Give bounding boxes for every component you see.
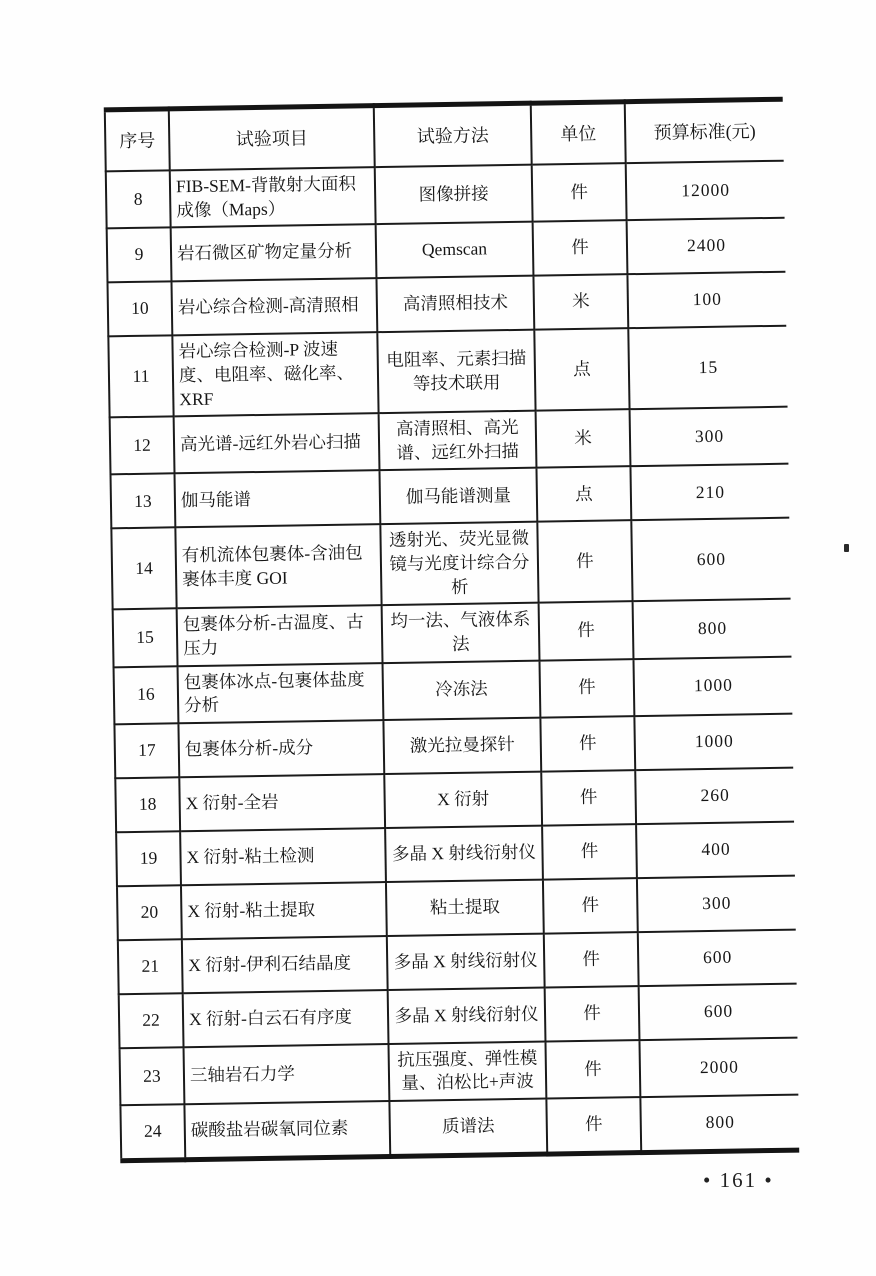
cell-budget: 210 xyxy=(630,464,789,520)
cell-test-item: 岩心综合检测-高清照相 xyxy=(171,278,377,335)
cell-unit: 点 xyxy=(534,328,629,410)
cell-test-method: 抗压强度、弹性模量、泊松比+声波 xyxy=(388,1041,546,1101)
table-row xyxy=(120,1095,799,1161)
cell-test-method: 冷冻法 xyxy=(383,660,541,720)
cell-serial-number: 14 xyxy=(111,528,176,610)
cell-budget: 300 xyxy=(630,407,789,467)
cell-unit: 件 xyxy=(545,1040,640,1099)
cell-serial-number: 15 xyxy=(113,609,178,667)
table-row xyxy=(111,518,790,610)
table-row xyxy=(108,326,787,418)
cell-unit: 件 xyxy=(539,659,634,718)
table-row xyxy=(114,656,793,724)
header-test-method: 试验方法 xyxy=(374,103,532,167)
cell-serial-number: 13 xyxy=(111,474,176,529)
cell-test-method: 图像拼接 xyxy=(375,165,533,225)
cell-budget: 1000 xyxy=(633,656,792,716)
cell-unit: 件 xyxy=(541,770,636,825)
cell-test-item: X 衍射-白云石有序度 xyxy=(183,990,389,1047)
cell-serial-number: 20 xyxy=(117,885,182,940)
cell-serial-number: 11 xyxy=(108,336,173,418)
table-row xyxy=(113,599,792,667)
table-row xyxy=(120,1037,799,1105)
cell-test-item: 高光谱-远红外岩心扫描 xyxy=(174,413,380,473)
header-unit: 单位 xyxy=(531,102,626,165)
cell-serial-number: 12 xyxy=(110,416,175,474)
cell-serial-number: 16 xyxy=(114,666,179,724)
cell-budget: 600 xyxy=(639,983,798,1039)
cell-test-item: X 衍射-伊利石结晶度 xyxy=(182,936,388,993)
cell-unit: 件 xyxy=(543,878,638,933)
cell-unit: 件 xyxy=(544,932,639,987)
cell-budget: 260 xyxy=(635,767,794,823)
cell-budget: 600 xyxy=(638,929,797,985)
cell-budget: 600 xyxy=(631,518,790,601)
cell-serial-number: 21 xyxy=(118,939,183,994)
cell-test-method: 质谱法 xyxy=(389,1099,547,1157)
cell-budget: 12000 xyxy=(626,161,785,221)
cell-test-method: X 衍射 xyxy=(384,771,542,827)
cell-budget: 300 xyxy=(637,875,796,931)
cell-serial-number: 23 xyxy=(120,1047,185,1105)
cell-test-method: 高清照相、高光谱、远红外扫描 xyxy=(379,411,537,471)
cell-serial-number: 19 xyxy=(116,831,181,886)
cell-unit: 米 xyxy=(533,274,628,329)
cell-test-method: 多晶 X 射线衍射仪 xyxy=(385,825,543,881)
table-row xyxy=(106,161,785,229)
cell-budget: 400 xyxy=(636,821,795,877)
budget-table xyxy=(104,97,800,1164)
cell-test-item: 包裹体冰点-包裹体盐度分析 xyxy=(178,663,384,723)
cell-test-item: X 衍射-粘土检测 xyxy=(180,828,386,885)
cell-test-method: 电阻率、元素扫描等技术联用 xyxy=(377,330,535,413)
cell-unit: 件 xyxy=(532,163,627,222)
cell-unit: 件 xyxy=(542,824,637,879)
cell-budget: 2400 xyxy=(627,218,786,274)
cell-unit: 件 xyxy=(540,716,635,771)
page-number: • 161 • xyxy=(703,1168,774,1192)
cell-unit: 件 xyxy=(533,220,628,275)
cell-serial-number: 10 xyxy=(108,282,173,337)
cell-serial-number: 24 xyxy=(120,1104,185,1160)
cell-unit: 件 xyxy=(545,986,640,1041)
cell-budget: 1000 xyxy=(634,713,793,769)
cell-test-method: Qemscan xyxy=(376,222,534,278)
header-budget: 预算标准(元) xyxy=(625,99,784,163)
cell-test-item: 三轴岩石力学 xyxy=(184,1044,390,1104)
cell-test-item: 包裹体分析-古温度、古压力 xyxy=(177,605,383,665)
cell-test-item: 有机流体包裹体-含油包裹体丰度 GOI xyxy=(175,524,381,608)
cell-budget: 800 xyxy=(640,1095,799,1153)
cell-test-method: 激光拉曼探针 xyxy=(383,717,541,773)
cell-test-item: 岩心综合检测-P 波速度、电阻率、磁化率、XRF xyxy=(172,332,378,416)
cell-test-method: 多晶 X 射线衍射仪 xyxy=(387,933,545,989)
ink-speck xyxy=(844,544,849,552)
cell-test-method: 粘土提取 xyxy=(386,879,544,935)
cell-serial-number: 17 xyxy=(114,723,179,778)
cell-budget: 2000 xyxy=(639,1037,798,1097)
cell-budget: 15 xyxy=(628,326,787,409)
budget-table-wrap xyxy=(104,97,799,1164)
cell-unit: 点 xyxy=(536,467,631,522)
cell-test-item: 伽马能谱 xyxy=(175,470,381,527)
cell-budget: 800 xyxy=(633,599,792,659)
table-body xyxy=(106,161,799,1161)
cell-unit: 米 xyxy=(536,409,631,468)
cell-test-method: 多晶 X 射线衍射仪 xyxy=(388,987,546,1043)
cell-serial-number: 9 xyxy=(107,228,172,283)
cell-test-item: 包裹体分析-成分 xyxy=(178,720,384,777)
cell-test-item: 岩石微区矿物定量分析 xyxy=(171,224,377,281)
cell-test-item: FIB-SEM-背散射大面积成像（Maps） xyxy=(170,167,376,227)
cell-serial-number: 22 xyxy=(119,993,184,1048)
cell-serial-number: 18 xyxy=(115,777,180,832)
table-header-row xyxy=(105,99,784,171)
cell-test-method: 高清照相技术 xyxy=(376,276,534,332)
cell-test-item: 碳酸盐岩碳氧同位素 xyxy=(184,1101,390,1160)
cell-test-method: 均一法、气液体系法 xyxy=(382,603,540,663)
table-row xyxy=(110,407,789,475)
cell-budget: 100 xyxy=(627,272,786,328)
cell-test-method: 伽马能谱测量 xyxy=(379,468,537,524)
cell-test-item: X 衍射-粘土提取 xyxy=(181,882,387,939)
cell-serial-number: 8 xyxy=(106,170,171,228)
cell-unit: 件 xyxy=(546,1097,641,1154)
cell-unit: 件 xyxy=(537,521,632,603)
cell-test-item: X 衍射-全岩 xyxy=(179,774,385,831)
header-serial-number: 序号 xyxy=(105,109,170,171)
header-test-item: 试验项目 xyxy=(169,106,375,171)
cell-test-method: 透射光、荧光显微镜与光度计综合分析 xyxy=(380,522,538,605)
cell-unit: 件 xyxy=(539,601,634,660)
